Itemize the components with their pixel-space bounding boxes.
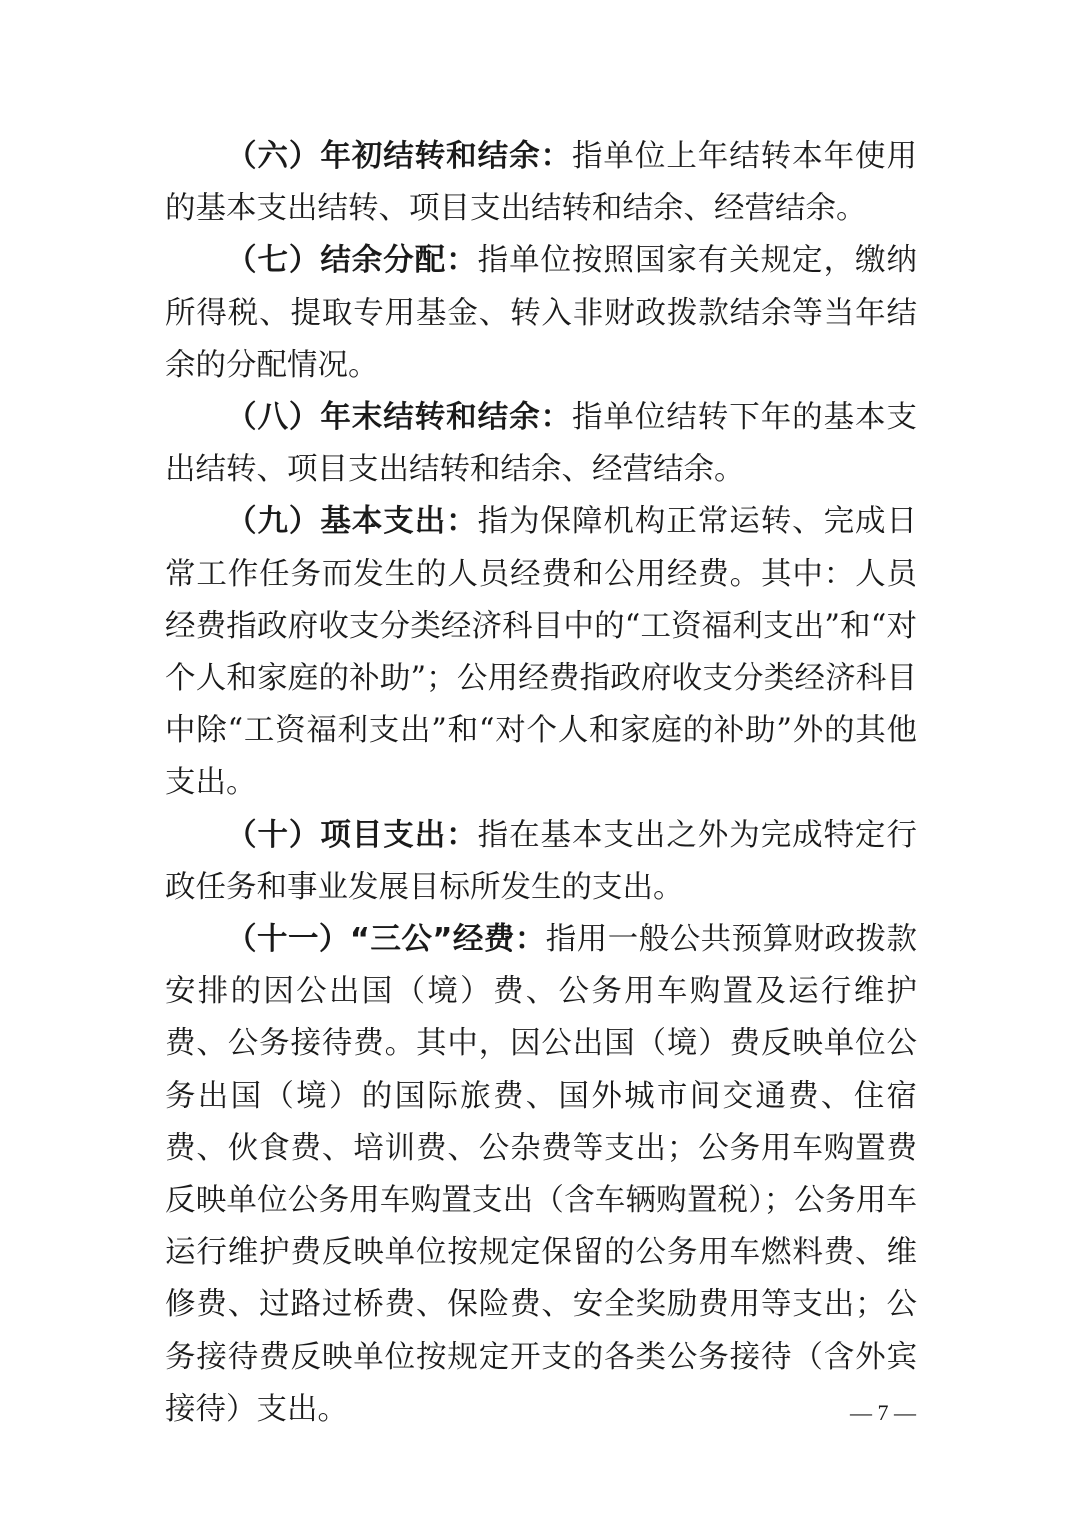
term-heading: （九）基本支出： bbox=[226, 504, 478, 540]
term-definition: 指单位按照国家有关规定，缴纳所得税、提取专用基金、转入非财政拨款结余等当年结余的分配情况。 bbox=[165, 243, 918, 383]
paragraph-basic-expenditure bbox=[165, 496, 917, 809]
paragraph-carryover-end bbox=[165, 392, 917, 496]
term-definition: 指单位上年结转本年使用的基本支出结转、项目支出结转和结余、经营结余。 bbox=[165, 139, 918, 227]
paragraph-three-public-expenses bbox=[165, 914, 917, 1436]
term-heading: （十一）“三公”经费： bbox=[226, 922, 546, 958]
term-definition: 指为保障机构正常运转、完成日常工作任务而发生的人员经费和公用经费。其中：人员经费指政府收支分类经济科目中的“工资福利支出”和“对个人和家庭的补助”；公用经费指政府收支分类经济科目中除“工资福利支出”和“对个人和家庭的补助”外的其他支出。 bbox=[165, 504, 918, 801]
document-body bbox=[165, 131, 917, 1436]
term-heading: （十）项目支出： bbox=[226, 817, 478, 853]
term-definition: 指用一般公共预算财政拨款安排的因公出国（境）费、公务用车购置及运行维护费、公务接待费。其中，因公出国（境）费反映单位公务出国（境）的国际旅费、国外城市间交通费、住宿费、伙食费、培训费、公杂费等支出；公务用车购置费反映单位公务用车购置支出（含车辆购置税）；公务用车运行维护费反映单位按规定保留的公务用车燃料费、维修费、过路过桥费、保险费、安全奖励费用等支出；公务接待费反映单位按规定开支的各类公务接待（含外宾接待）支出。 bbox=[165, 922, 917, 1427]
term-heading: （八）年末结转和结余： bbox=[226, 400, 572, 436]
paragraph-surplus-distribution bbox=[165, 235, 917, 392]
paragraph-carryover-beginning bbox=[165, 131, 917, 235]
page-number: — 7 — bbox=[850, 1400, 916, 1425]
paragraph-project-expenditure bbox=[165, 810, 917, 914]
term-heading: （六）年初结转和结余： bbox=[226, 139, 572, 174]
term-heading: （七）结余分配： bbox=[226, 243, 478, 279]
term-definition: 指单位结转下年的基本支出结转、项目支出结转和结余、经营结余。 bbox=[165, 400, 918, 488]
term-definition: 指在基本支出之外为完成特定行政任务和事业发展目标所发生的支出。 bbox=[165, 817, 918, 905]
